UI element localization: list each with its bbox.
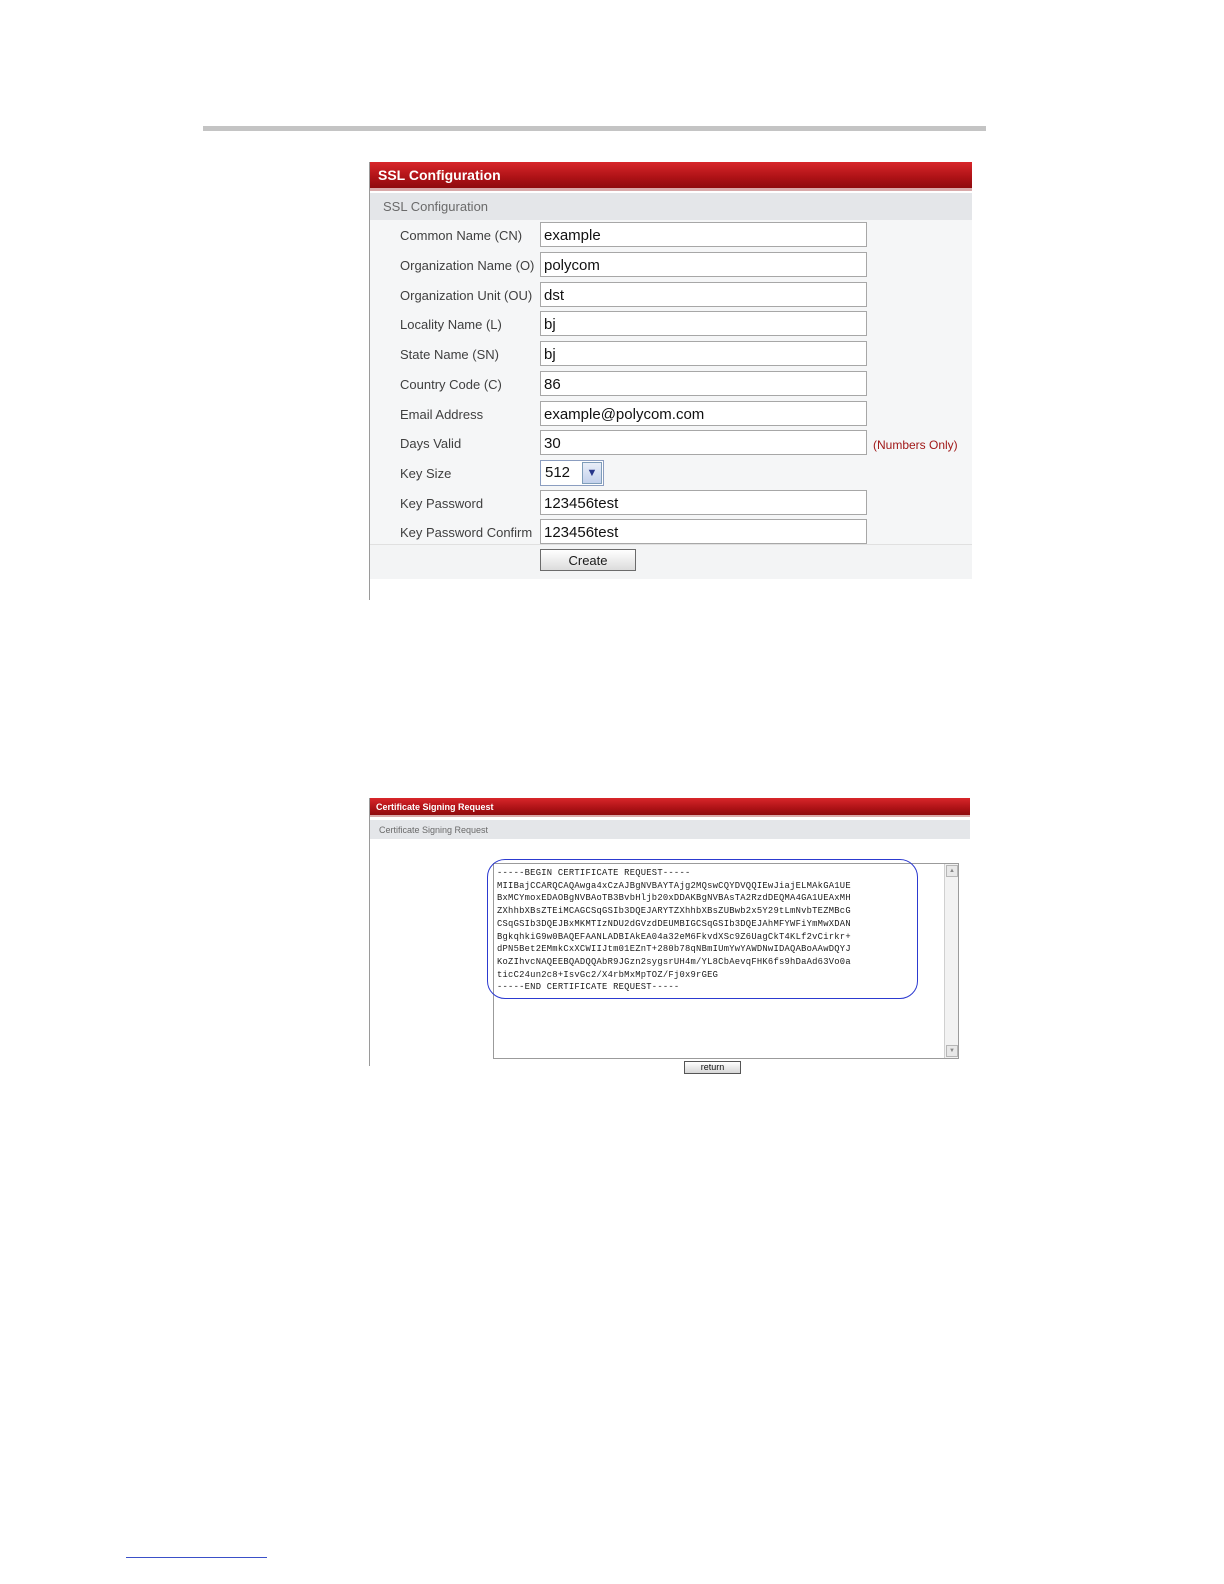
days-valid-label: Days Valid: [400, 436, 462, 451]
create-button[interactable]: Create: [540, 549, 636, 571]
organization-name-row: [370, 252, 972, 278]
csr-line: -----BEGIN CERTIFICATE REQUEST-----: [497, 868, 691, 878]
scroll-up-icon[interactable]: ▲: [946, 865, 958, 877]
ssl-button-strip: [370, 544, 972, 579]
key-password-confirm-label: Key Password Confirm: [400, 525, 533, 540]
ssl-section-header: SSL Configuration: [370, 193, 972, 220]
csr-textarea[interactable]: [493, 863, 959, 1059]
locality-name-label: Locality Name (L): [400, 317, 502, 332]
state-name-row: [370, 341, 972, 367]
csr-scrollbar[interactable]: [944, 864, 958, 1058]
key-size-value: 512: [545, 464, 571, 481]
csr-line: CSqGSIb3DQEJBxMKMTIzNDU2dGVzdDEUMBIGCSqGSIb3DQEJAhMFYWFiYmMwXDAN: [497, 918, 851, 929]
key-size-row: [370, 460, 972, 486]
csr-line: BgkqhkiG9w0BAQEFAANLADBIAkEA04a32eM6FkvdXSc9Z6UagCkT4KLf2vCirkr+: [497, 931, 851, 942]
csr-line: KoZIhvcNAQEEBQADQQAbR9JGzn2sygsrUH4m/YL8CbAevqFHK6fs9hDaAd63Vo0a: [497, 956, 851, 967]
days-valid-input[interactable]: [540, 430, 867, 455]
return-button[interactable]: return: [684, 1061, 741, 1074]
ssl-panel-title: SSL Configuration: [370, 162, 972, 191]
csr-section-header: Certificate Signing Request: [370, 820, 970, 839]
organization-unit-input[interactable]: [540, 282, 867, 307]
csr-line: -----END CERTIFICATE REQUEST-----: [497, 982, 680, 993]
key-password-confirm-input[interactable]: [540, 519, 867, 544]
csr-panel-title: Certificate Signing Request: [370, 798, 970, 817]
page-header-rule: [203, 126, 986, 131]
state-name-input[interactable]: [540, 341, 867, 366]
csr-line: dPN5Bet2EMmkCxXCWIIJtm01EZnT+280b78qNBmIUmYwYAWDNwIDAQABoAAwDQYJ: [497, 944, 851, 955]
locality-name-input[interactable]: [540, 311, 867, 336]
csr-body: [370, 839, 970, 1072]
csr-line: MIIBajCCARQCAQAwga4xCzAJBgNVBAYTAjg2MQswCQYDVQQIEwJiajELMAkGA1UE: [497, 880, 851, 891]
ssl-form: [370, 220, 972, 546]
footer-link-underline: [126, 1557, 267, 1558]
csr-line: ZXhhbXBsZTEiMCAGCSqGSIb3DQEJARYTZXhhbXBsZUBwb2x5Y29tLmNvbTEZMBcG: [497, 906, 851, 917]
common-name-input[interactable]: [540, 222, 867, 247]
state-name-label: State Name (SN): [400, 347, 499, 362]
country-code-input[interactable]: [540, 371, 867, 396]
common-name-row: [370, 222, 972, 248]
country-code-row: [370, 371, 972, 397]
chevron-down-icon[interactable]: ▼: [582, 462, 602, 484]
certificate-signing-request-panel: [369, 798, 970, 1072]
organization-unit-row: [370, 282, 972, 308]
key-password-row: [370, 490, 972, 516]
email-address-label: Email Address: [400, 407, 484, 422]
csr-line: BxMCYmoxEDAOBgNVBAoTB3BvbHljb20xDDAKBgNVBAsTA2RzdDEQMA4GA1UEAxMH: [497, 893, 851, 904]
days-valid-row: [370, 430, 972, 456]
scroll-down-icon[interactable]: ▼: [946, 1045, 958, 1057]
days-valid-hint: (Numbers Only): [873, 438, 958, 452]
organization-unit-label: Organization Unit (OU): [400, 288, 533, 303]
key-password-label: Key Password: [400, 496, 484, 511]
organization-name-input[interactable]: [540, 252, 867, 277]
email-address-row: [370, 401, 972, 427]
locality-name-row: [370, 311, 972, 337]
key-password-confirm-row: [370, 519, 972, 545]
key-password-input[interactable]: [540, 490, 867, 515]
csr-line: ticC24un2c8+IsvGc2/X4rbMxMpTOZ/Fj0x9rGEG: [497, 969, 719, 980]
key-size-select[interactable]: [540, 460, 604, 486]
common-name-label: Common Name (CN): [400, 228, 523, 243]
organization-name-label: Organization Name (O): [400, 258, 535, 273]
key-size-label: Key Size: [400, 466, 452, 481]
ssl-configuration-panel: [369, 162, 972, 600]
csr-request-text: [497, 867, 851, 994]
email-address-input[interactable]: [540, 401, 867, 426]
country-code-label: Country Code (C): [400, 377, 502, 392]
